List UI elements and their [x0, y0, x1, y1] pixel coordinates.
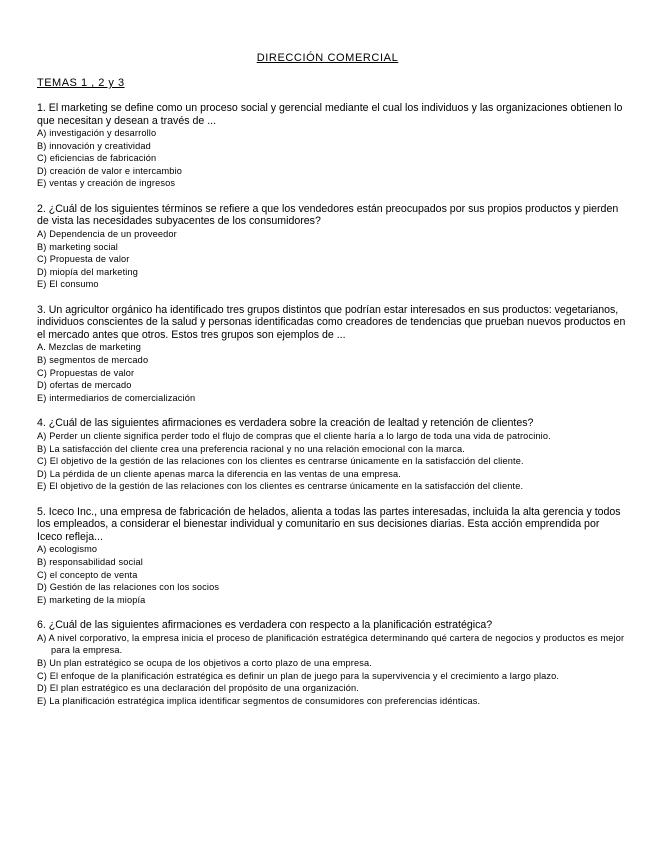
option-b: B) La satisfacción del cliente crea una preferencia racional y no una relación emocional con la marca.: [37, 443, 465, 454]
option-c: C) Propuestas de valor: [37, 367, 135, 378]
option-d: D) ofertas de mercado: [37, 380, 132, 391]
document-title: DIRECCIÓN COMERCIAL: [256, 52, 399, 64]
section-title: TEMAS 1 , 2 y 3: [37, 77, 125, 89]
question-stem: 4. ¿Cuál de las siguientes afirmaciones es verdadera sobre la creación de lealtad y retención de clientes?: [37, 417, 534, 430]
question-1: [37, 102, 627, 190]
option-b: B) innovación y creatividad: [37, 140, 151, 151]
question-5: [37, 506, 627, 606]
option-a: A) investigación y desarrollo: [37, 128, 157, 138]
option-c: C) el concepto de venta: [37, 569, 138, 580]
option-e: E) ventas y creación de ingresos: [37, 178, 176, 189]
question-3: [37, 304, 627, 404]
options-list: [37, 127, 627, 190]
option-c: C) El objetivo de la gestión de las relaciones con los clientes es centrarse únicamente en la satisfacción del cliente.: [37, 456, 524, 467]
question-stem: 6. ¿Cuál de las siguientes afirmaciones es verdadera con respecto a la planificación estratégica?: [37, 619, 493, 632]
option-d: D) creación de valor e intercambio: [37, 165, 183, 176]
option-c: C) El enfoque de la planificación estratégica es definir un plan de juego para la supervivencia y el crecimiento a largo plazo.: [37, 670, 560, 681]
option-a: A) Dependencia de un proveedor: [37, 228, 177, 239]
question-stem: 3. Un agricultor orgánico ha identificado tres grupos distintos que podrían estar interesados en sus productos: vegetarianos, individuos conscientes de la salud y personas identificadas como creadores de tendencias que prueban nuevos productos en el mercado antes que otros. Estos tres grupos son ejemplos de ...: [37, 303, 626, 341]
option-a: A) Perder un cliente significa perder todo el flujo de compras que el cliente haría a lo largo de toda una vida de patrocinio.: [37, 430, 551, 441]
options-list: [37, 228, 627, 291]
option-b: B) Un plan estratégico se ocupa de los objetivos a corto plazo de una empresa.: [37, 658, 372, 669]
option-b: B) responsabilidad social: [37, 556, 143, 567]
option-e: E) El objetivo de la gestión de las relaciones con los clientes es centrarse únicamente en la satisfacción del cliente.: [37, 481, 524, 492]
options-list: [37, 543, 627, 606]
option-e: E) marketing de la miopía: [37, 594, 146, 605]
option-c: C) eficiencias de fabricación: [37, 153, 157, 164]
option-d: D) miopía del marketing: [37, 266, 138, 277]
question-stem: 2. ¿Cuál de los siguientes términos se refiere a que los vendedores están preocupados por sus propios productos y pierden de vista las necesidades subyacentes de los consumidores?: [37, 202, 619, 228]
question-stem: 5. Iceco Inc., una empresa de fabricación de helados, alienta a todas las partes interesadas, incluida la alta gerencia y todos los empleados, a considerar el bienestar individual y comunitario en sus decisiones diarias. Esta acción emprendida por Iceco refleja...: [37, 505, 621, 543]
option-c: C) Propuesta de valor: [37, 254, 130, 265]
option-a: A) ecologismo: [37, 544, 98, 555]
option-d: D) El plan estratégico es una declaración del propósito de una organización.: [37, 683, 359, 694]
option-e: E) La planificación estratégica implica identificar segmentos de consumidores con preferencias idénticas.: [37, 695, 481, 706]
option-a: A. Mezclas de marketing: [37, 342, 142, 353]
question-4: [37, 417, 627, 492]
option-e: E) El consumo: [37, 279, 99, 290]
option-b: B) marketing social: [37, 241, 118, 252]
question-stem: 1. El marketing se define como un proceso social y gerencial mediante el cual los individuos y las organizaciones obtienen lo que necesitan y desean a través de ...: [37, 102, 623, 127]
option-d: D) Gestión de las relaciones con los socios: [37, 582, 220, 593]
option-a: A) A nivel corporativo, la empresa inicia el proceso de planificación estratégica determinando qué cartera de negocios y productos es mejor para la empresa.: [37, 632, 625, 656]
option-b: B) segmentos de mercado: [37, 355, 149, 366]
options-list: [37, 430, 627, 493]
question-2: [37, 203, 627, 291]
question-6: [37, 619, 627, 707]
options-list: [37, 341, 627, 404]
question-list: [37, 102, 627, 720]
option-d: D) La pérdida de un cliente apenas marca la diferencia en las ventas de una empresa.: [37, 468, 401, 479]
option-e: E) intermediarios de comercialización: [37, 392, 196, 403]
options-list: [37, 632, 627, 708]
